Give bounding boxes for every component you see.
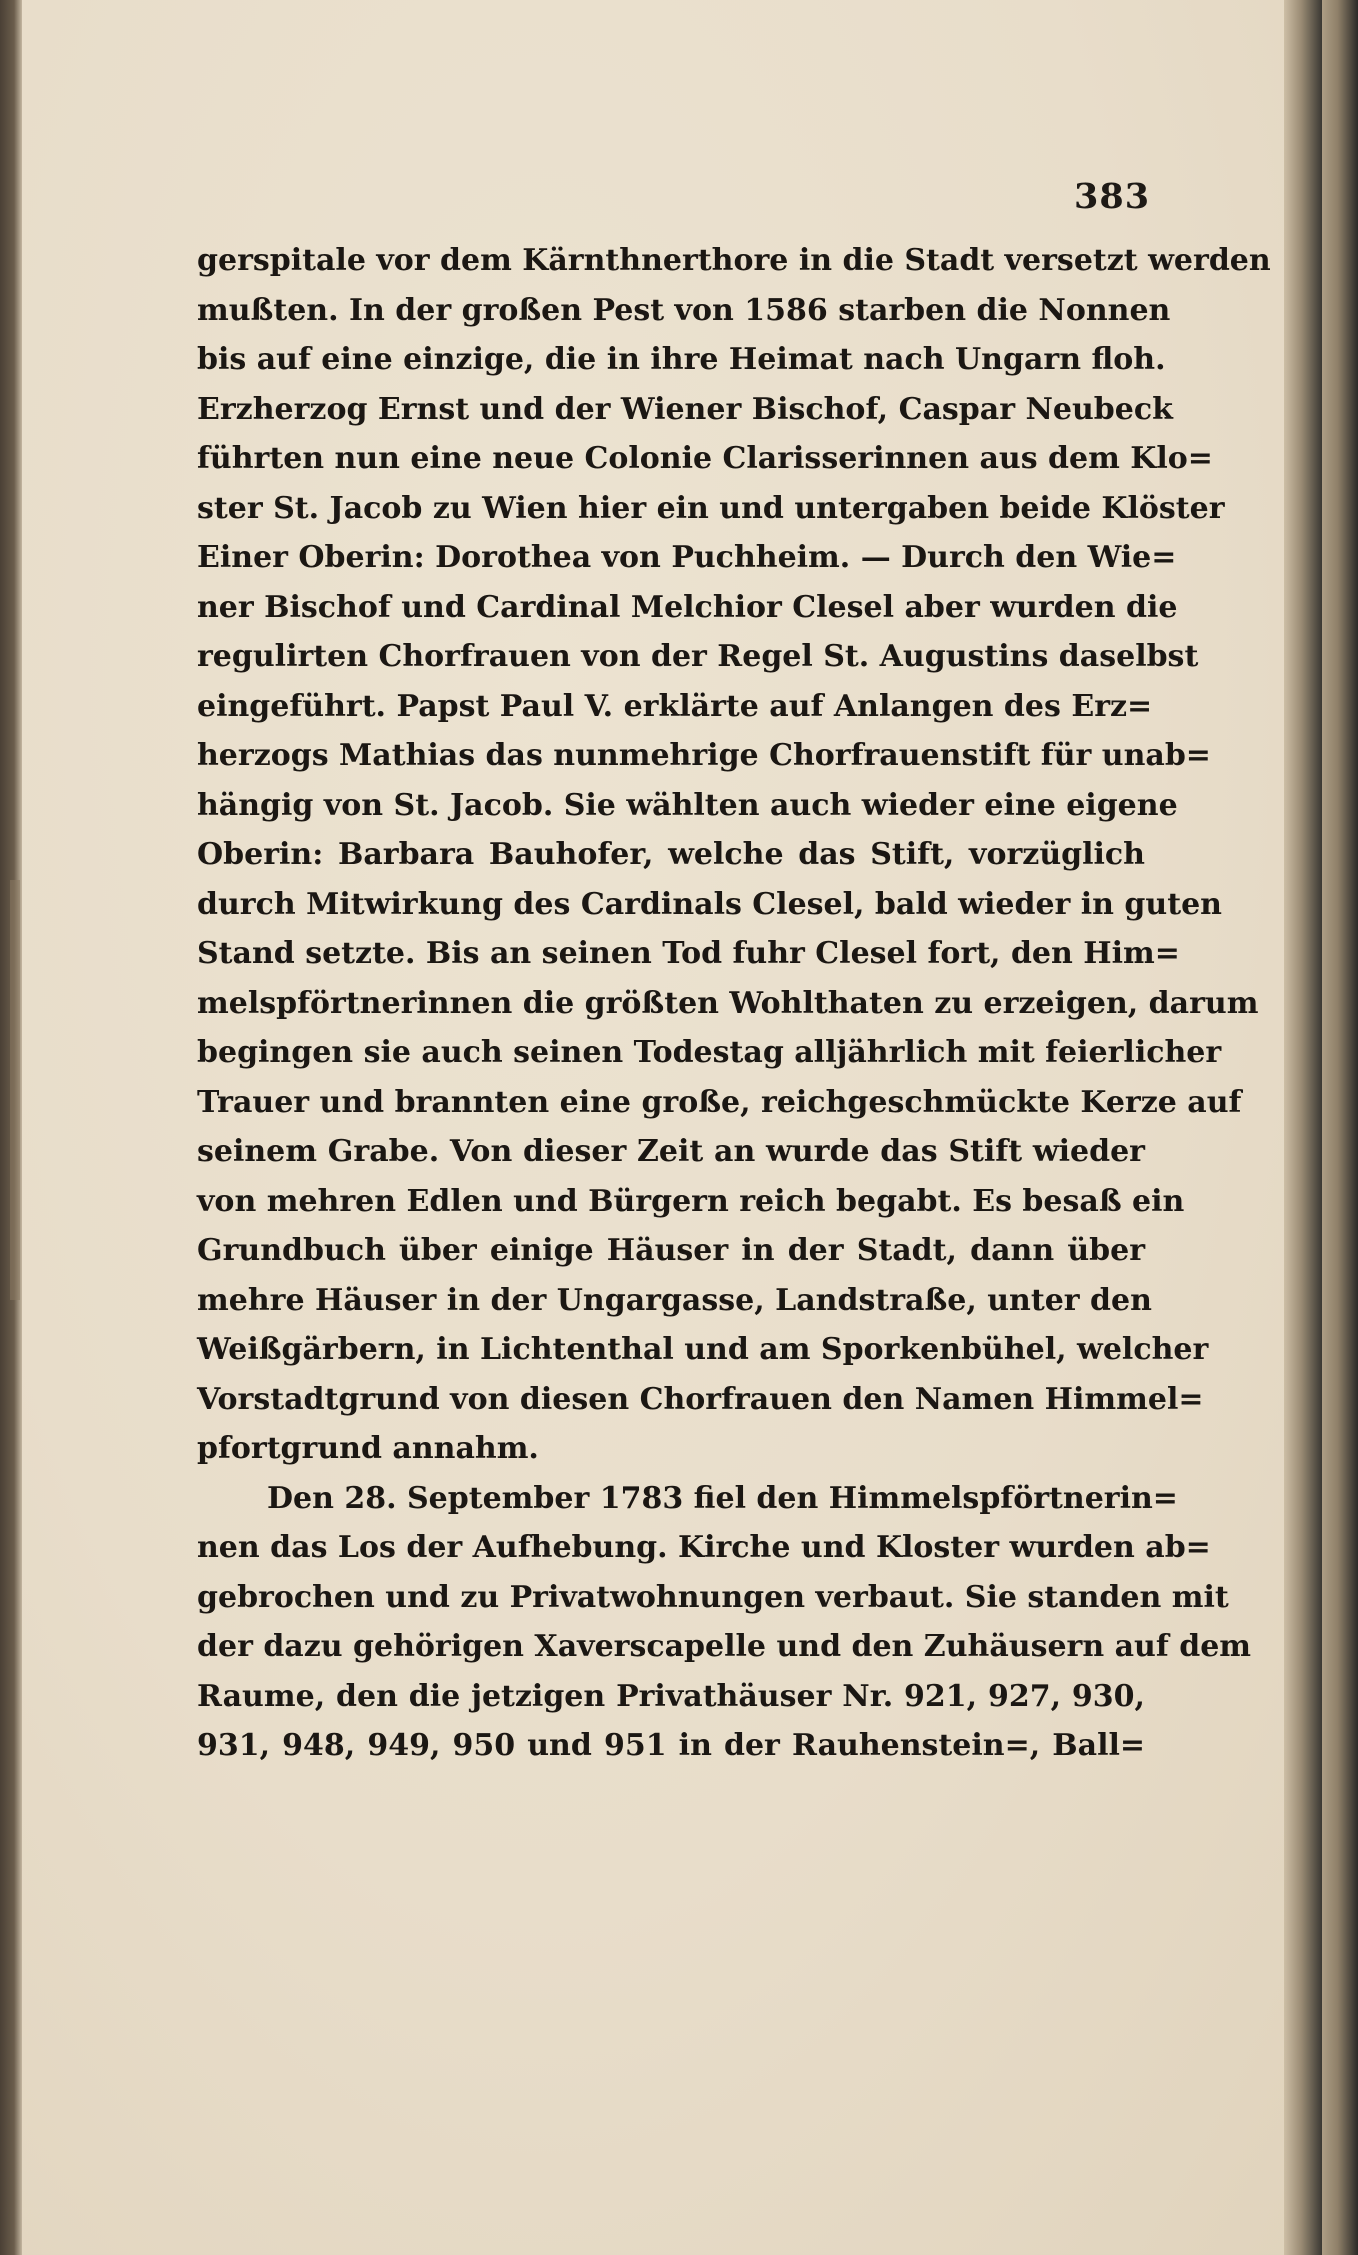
text-line: durch Mitwirkung des Cardinals Clesel, bald wieder in guten (197, 886, 1222, 922)
text-line: Raume, den die jetzigen Privathäuser Nr. 921, 927, 930, (197, 1678, 1145, 1714)
text-line: mehre Häuser in der Ungargasse, Landstraße, unter den (197, 1282, 1152, 1318)
text-line: Weißgärbern, in Lichtenthal und am Sporkenbühel, welcher (197, 1332, 1209, 1367)
page (22, 0, 1322, 2255)
text-line: Oberin: Barbara Bauhofer, welche das Stift, vorzüglich (197, 837, 1145, 872)
text-line: Trauer und brannten eine große, reichgeschmückte Kerze auf (197, 1084, 1242, 1120)
text-line: von mehren Edlen und Bürgern reich begabt. Es besaß ein (197, 1183, 1185, 1219)
text-line: Stand setzte. Bis an seinen Tod fuhr Clesel fort, den Him= (197, 936, 1180, 971)
text-line: Einer Oberin: Dorothea von Puchheim. — Durch den Wie= (197, 540, 1177, 575)
text-line: herzogs Mathias das nunmehrige Chorfrauenstift für unab= (197, 738, 1211, 773)
text-block (197, 236, 1271, 1771)
text-line: begingen sie auch seinen Todestag alljährlich mit feierlicher (197, 1035, 1222, 1070)
text-line: der dazu gehörigen Xaverscapelle und den Zuhäusern auf dem (197, 1629, 1252, 1664)
text-line: Grundbuch über einige Häuser in der Stadt, dann über (197, 1233, 1145, 1268)
text-line: nen das Los der Aufhebung. Kirche und Kloster wurden ab= (197, 1530, 1211, 1565)
text-line: 931, 948, 949, 950 und 951 in der Rauhenstein=, Ball= (197, 1728, 1145, 1763)
text-line: Erzherzog Ernst und der Wiener Bischof, Caspar Neubeck (197, 391, 1173, 427)
text-line: eingeführt. Papst Paul V. erklärte auf Anlangen des Erz= (197, 688, 1153, 724)
text-line: führten nun eine neue Colonie Clarisserinnen aus dem Klo= (197, 441, 1213, 476)
text-line: Den 28. September 1783 fiel den Himmelspförtnerin= (267, 1480, 1178, 1516)
text-line: ner Bischof und Cardinal Melchior Clesel aber wurden die (197, 589, 1178, 625)
binding-shadow (10, 880, 20, 1300)
text-line: gebrochen und zu Privatwohnungen verbaut. Sie standen mit (197, 1579, 1229, 1615)
text-line: mußten. In der großen Pest von 1586 starben die Nonnen (197, 292, 1171, 328)
page-number: 383 (1074, 176, 1151, 217)
text-line: hängig von St. Jacob. Sie wählten auch wieder eine eigene (197, 787, 1178, 823)
text-line: regulirten Chorfrauen von der Regel St. Augustins daselbst (197, 639, 1199, 674)
page-edge-shadow (1284, 0, 1322, 2255)
text-line: melspförtnerinnen die größten Wohlthaten zu erzeigen, darum (197, 985, 1259, 1021)
text-line: ster St. Jacob zu Wien hier ein und untergaben beide Klöster (197, 490, 1225, 526)
text-line: gerspitale vor dem Kärnthnerthore in die Stadt versetzt werden (197, 243, 1271, 278)
text-line: seinem Grabe. Von dieser Zeit an wurde das Stift wieder (197, 1134, 1145, 1169)
text-line: Vorstadtgrund von diesen Chorfrauen den Namen Himmel= (197, 1381, 1204, 1417)
text-line: pfortgrund annahm. (197, 1431, 539, 1466)
text-line: bis auf eine einzige, die in ihre Heimat nach Ungarn floh. (197, 342, 1166, 377)
